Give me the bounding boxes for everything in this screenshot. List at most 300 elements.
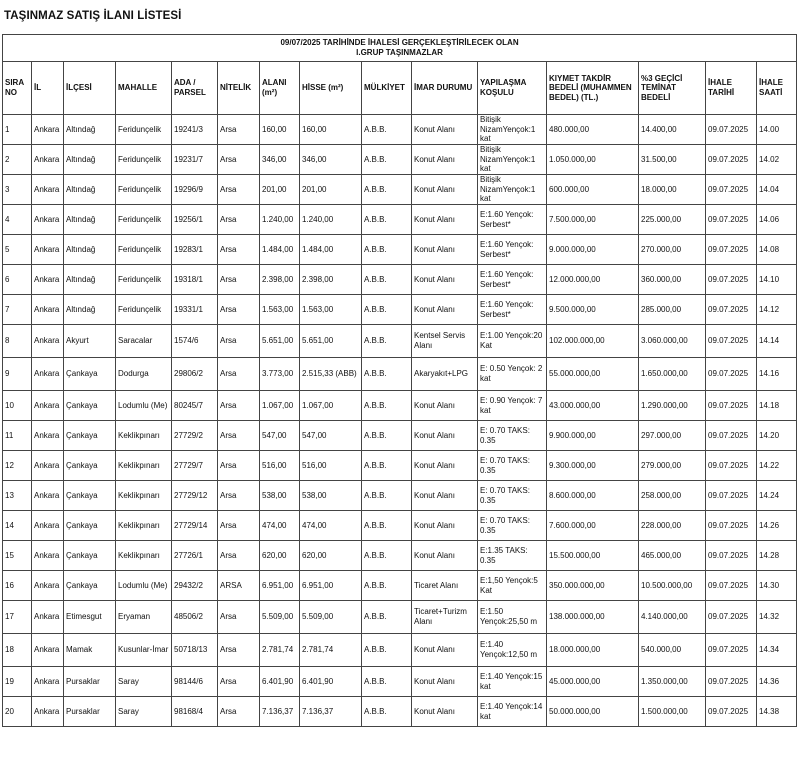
cell-nitelik: Arsa [218, 325, 260, 358]
cell-muhammen-bedel: 350.000.000,00 [547, 571, 639, 601]
cell-alan: 346,00 [260, 145, 300, 175]
cell-ihale-saati: 14.02 [757, 145, 797, 175]
column-header-ihale-saati: İHALE SAATİ [757, 62, 797, 115]
cell-nitelik: Arsa [218, 667, 260, 697]
table-row [3, 205, 797, 235]
cell-ihale-tarihi: 09.07.2025 [706, 175, 757, 205]
cell-ihale-saati: 14.30 [757, 571, 797, 601]
cell-ihale-saati: 14.32 [757, 601, 797, 634]
cell-muhammen-bedel: 7.500.000,00 [547, 205, 639, 235]
cell-mulkiyet: A.B.B. [362, 541, 412, 571]
cell-ihale-tarihi: 09.07.2025 [706, 391, 757, 421]
cell-ilce: Çankaya [64, 571, 116, 601]
cell-muhammen-bedel: 55.000.000,00 [547, 358, 639, 391]
column-header-mulkiyet: MÜLKİYET [362, 62, 412, 115]
table-row [3, 541, 797, 571]
cell-ihale-tarihi: 09.07.2025 [706, 265, 757, 295]
cell-sira-no: 15 [3, 541, 32, 571]
cell-hisse: 5.651,00 [300, 325, 362, 358]
cell-ada-parsel: 27729/7 [172, 451, 218, 481]
cell-ilce: Çankaya [64, 481, 116, 511]
cell-ihale-saati: 14.06 [757, 205, 797, 235]
cell-hisse: 1.067,00 [300, 391, 362, 421]
cell-imar-durumu: Konut Alanı [412, 697, 478, 727]
cell-mahalle: Feridunçelik [116, 235, 172, 265]
cell-il: Ankara [32, 511, 64, 541]
cell-sira-no: 7 [3, 295, 32, 325]
cell-il: Ankara [32, 541, 64, 571]
cell-sira-no: 4 [3, 205, 32, 235]
cell-ilce: Pursaklar [64, 697, 116, 727]
cell-ihale-saati: 14.22 [757, 451, 797, 481]
cell-hisse: 2.398,00 [300, 265, 362, 295]
cell-mulkiyet: A.B.B. [362, 667, 412, 697]
cell-alan: 6.401,90 [260, 667, 300, 697]
cell-yapilasma-kosulu: E:1.50 Yençok:25,50 m [478, 601, 547, 634]
cell-yapilasma-kosulu: E:1.60 Yençok: Serbest* [478, 295, 547, 325]
cell-nitelik: Arsa [218, 265, 260, 295]
column-header-muhammen-bedel: KIYMET TAKDİR BEDELİ (MUHAMMEN BEDEL) (TL.) [547, 62, 639, 115]
cell-imar-durumu: Ticaret Alanı [412, 571, 478, 601]
cell-yapilasma-kosulu: E:1.35 TAKS: 0.35 [478, 541, 547, 571]
cell-muhammen-bedel: 1.050.000,00 [547, 145, 639, 175]
cell-mahalle: Kusunlar-İmar [116, 634, 172, 667]
cell-ada-parsel: 80245/7 [172, 391, 218, 421]
cell-ilce: Çankaya [64, 451, 116, 481]
cell-nitelik: Arsa [218, 451, 260, 481]
cell-hisse: 620,00 [300, 541, 362, 571]
cell-ihale-saati: 14.38 [757, 697, 797, 727]
cell-mahalle: Keklikpınarı [116, 421, 172, 451]
cell-hisse: 6.401,90 [300, 667, 362, 697]
cell-ihale-tarihi: 09.07.2025 [706, 205, 757, 235]
cell-sira-no: 11 [3, 421, 32, 451]
cell-alan: 5.509,00 [260, 601, 300, 634]
cell-mulkiyet: A.B.B. [362, 358, 412, 391]
cell-sira-no: 12 [3, 451, 32, 481]
cell-ilce: Altındağ [64, 265, 116, 295]
cell-ilce: Altındağ [64, 145, 116, 175]
cell-alan: 7.136,37 [260, 697, 300, 727]
table-row [3, 451, 797, 481]
cell-sira-no: 2 [3, 145, 32, 175]
cell-mahalle: Keklikpınarı [116, 541, 172, 571]
cell-ilce: Etimesgut [64, 601, 116, 634]
cell-mulkiyet: A.B.B. [362, 481, 412, 511]
cell-yapilasma-kosulu: E: 0.70 TAKS: 0.35 [478, 451, 547, 481]
cell-hisse: 6.951,00 [300, 571, 362, 601]
cell-imar-durumu: Konut Alanı [412, 391, 478, 421]
cell-alan: 1.484,00 [260, 235, 300, 265]
cell-il: Ankara [32, 421, 64, 451]
cell-ihale-saati: 14.26 [757, 511, 797, 541]
cell-gecici-teminat: 540.000,00 [639, 634, 706, 667]
cell-gecici-teminat: 31.500,00 [639, 145, 706, 175]
cell-ada-parsel: 29432/2 [172, 571, 218, 601]
cell-nitelik: Arsa [218, 205, 260, 235]
cell-mulkiyet: A.B.B. [362, 235, 412, 265]
cell-il: Ankara [32, 697, 64, 727]
cell-alan: 201,00 [260, 175, 300, 205]
cell-imar-durumu: Konut Alanı [412, 115, 478, 145]
cell-ada-parsel: 29806/2 [172, 358, 218, 391]
column-header-nitelik: NİTELİK [218, 62, 260, 115]
cell-hisse: 201,00 [300, 175, 362, 205]
cell-mahalle: Saray [116, 697, 172, 727]
column-header-ihale-tarihi: İHALE TARİHİ [706, 62, 757, 115]
cell-hisse: 538,00 [300, 481, 362, 511]
cell-nitelik: Arsa [218, 541, 260, 571]
cell-hisse: 160,00 [300, 115, 362, 145]
cell-nitelik: Arsa [218, 601, 260, 634]
cell-sira-no: 20 [3, 697, 32, 727]
cell-ihale-tarihi: 09.07.2025 [706, 601, 757, 634]
cell-mulkiyet: A.B.B. [362, 697, 412, 727]
cell-hisse: 474,00 [300, 511, 362, 541]
cell-muhammen-bedel: 50.000.000,00 [547, 697, 639, 727]
cell-ihale-saati: 14.04 [757, 175, 797, 205]
cell-hisse: 346,00 [300, 145, 362, 175]
cell-yapilasma-kosulu: E: 0.70 TAKS: 0.35 [478, 421, 547, 451]
property-sale-table [2, 34, 797, 727]
cell-mulkiyet: A.B.B. [362, 391, 412, 421]
cell-muhammen-bedel: 45.000.000,00 [547, 667, 639, 697]
cell-il: Ankara [32, 667, 64, 697]
column-header-ilce: İLÇESİ [64, 62, 116, 115]
cell-ihale-tarihi: 09.07.2025 [706, 667, 757, 697]
cell-ihale-saati: 14.08 [757, 235, 797, 265]
cell-ihale-tarihi: 09.07.2025 [706, 421, 757, 451]
cell-ihale-saati: 14.36 [757, 667, 797, 697]
cell-alan: 474,00 [260, 511, 300, 541]
cell-gecici-teminat: 360.000,00 [639, 265, 706, 295]
cell-ada-parsel: 27729/14 [172, 511, 218, 541]
cell-ihale-tarihi: 09.07.2025 [706, 697, 757, 727]
cell-il: Ankara [32, 451, 64, 481]
cell-yapilasma-kosulu: Bitişik NizamYençok:1 kat [478, 115, 547, 145]
cell-ihale-saati: 14.10 [757, 265, 797, 295]
cell-ihale-tarihi: 09.07.2025 [706, 325, 757, 358]
cell-il: Ankara [32, 391, 64, 421]
cell-ihale-tarihi: 09.07.2025 [706, 115, 757, 145]
cell-il: Ankara [32, 145, 64, 175]
cell-ilce: Altındağ [64, 175, 116, 205]
table-row [3, 235, 797, 265]
cell-nitelik: Arsa [218, 358, 260, 391]
cell-ada-parsel: 19231/7 [172, 145, 218, 175]
table-row [3, 295, 797, 325]
cell-ihale-tarihi: 09.07.2025 [706, 235, 757, 265]
cell-nitelik: Arsa [218, 295, 260, 325]
cell-il: Ankara [32, 634, 64, 667]
cell-muhammen-bedel: 7.600.000,00 [547, 511, 639, 541]
cell-yapilasma-kosulu: E:1.60 Yençok: Serbest* [478, 235, 547, 265]
cell-ada-parsel: 19283/1 [172, 235, 218, 265]
column-header-imar-durumu: İMAR DURUMU [412, 62, 478, 115]
cell-imar-durumu: Konut Alanı [412, 541, 478, 571]
cell-mulkiyet: A.B.B. [362, 601, 412, 634]
cell-imar-durumu: Kentsel Servis Alanı [412, 325, 478, 358]
table-row [3, 481, 797, 511]
cell-gecici-teminat: 297.000,00 [639, 421, 706, 451]
cell-muhammen-bedel: 600.000,00 [547, 175, 639, 205]
column-header-gecici-teminat: %3 GEÇİCİ TEMİNAT BEDELİ [639, 62, 706, 115]
cell-muhammen-bedel: 15.500.000,00 [547, 541, 639, 571]
cell-il: Ankara [32, 175, 64, 205]
table-row [3, 325, 797, 358]
cell-ilce: Altındağ [64, 235, 116, 265]
cell-hisse: 5.509,00 [300, 601, 362, 634]
cell-gecici-teminat: 10.500.000,00 [639, 571, 706, 601]
cell-hisse: 547,00 [300, 421, 362, 451]
cell-imar-durumu: Konut Alanı [412, 511, 478, 541]
cell-mulkiyet: A.B.B. [362, 295, 412, 325]
cell-mahalle: Keklikpınarı [116, 451, 172, 481]
cell-il: Ankara [32, 481, 64, 511]
cell-nitelik: Arsa [218, 481, 260, 511]
cell-alan: 160,00 [260, 115, 300, 145]
cell-ihale-tarihi: 09.07.2025 [706, 295, 757, 325]
cell-ihale-saati: 14.16 [757, 358, 797, 391]
cell-gecici-teminat: 228.000,00 [639, 511, 706, 541]
cell-ada-parsel: 27729/12 [172, 481, 218, 511]
cell-muhammen-bedel: 9.300.000,00 [547, 451, 639, 481]
cell-yapilasma-kosulu: E:1.60 Yençok: Serbest* [478, 265, 547, 295]
cell-mulkiyet: A.B.B. [362, 511, 412, 541]
column-header-alan: ALANI (m²) [260, 62, 300, 115]
cell-ada-parsel: 48506/2 [172, 601, 218, 634]
table-row [3, 421, 797, 451]
cell-yapilasma-kosulu: E:1.40 Yençok:12,50 m [478, 634, 547, 667]
cell-gecici-teminat: 3.060.000,00 [639, 325, 706, 358]
cell-il: Ankara [32, 358, 64, 391]
cell-il: Ankara [32, 571, 64, 601]
cell-mahalle: Saray [116, 667, 172, 697]
cell-mulkiyet: A.B.B. [362, 571, 412, 601]
cell-ihale-saati: 14.12 [757, 295, 797, 325]
cell-ada-parsel: 98144/6 [172, 667, 218, 697]
cell-gecici-teminat: 279.000,00 [639, 451, 706, 481]
cell-mulkiyet: A.B.B. [362, 115, 412, 145]
column-header-sira-no: SIRA NO [3, 62, 32, 115]
cell-ada-parsel: 19331/1 [172, 295, 218, 325]
cell-muhammen-bedel: 43.000.000,00 [547, 391, 639, 421]
cell-yapilasma-kosulu: E:1.00 Yençok:20 Kat [478, 325, 547, 358]
cell-ilce: Çankaya [64, 541, 116, 571]
cell-nitelik: Arsa [218, 235, 260, 265]
cell-sira-no: 5 [3, 235, 32, 265]
cell-gecici-teminat: 285.000,00 [639, 295, 706, 325]
cell-alan: 1.067,00 [260, 391, 300, 421]
cell-yapilasma-kosulu: E:1.40 Yençok:14 kat [478, 697, 547, 727]
cell-mahalle: Feridunçelik [116, 295, 172, 325]
cell-gecici-teminat: 270.000,00 [639, 235, 706, 265]
cell-nitelik: ARSA [218, 571, 260, 601]
cell-alan: 6.951,00 [260, 571, 300, 601]
table-row [3, 265, 797, 295]
cell-alan: 538,00 [260, 481, 300, 511]
banner-line-group: I.GRUP TAŞINMAZLAR [356, 48, 443, 57]
table-row [3, 571, 797, 601]
cell-ihale-tarihi: 09.07.2025 [706, 358, 757, 391]
banner-line-date: 09/07/2025 TARİHİNDE İHALESİ GERÇEKLEŞTİRİLECEK OLAN [280, 38, 519, 47]
cell-ihale-tarihi: 09.07.2025 [706, 634, 757, 667]
cell-ihale-saati: 14.00 [757, 115, 797, 145]
cell-nitelik: Arsa [218, 115, 260, 145]
cell-il: Ankara [32, 115, 64, 145]
cell-alan: 547,00 [260, 421, 300, 451]
cell-yapilasma-kosulu: E:1.40 Yençok:15 kat [478, 667, 547, 697]
cell-ihale-tarihi: 09.07.2025 [706, 481, 757, 511]
table-row [3, 667, 797, 697]
cell-alan: 620,00 [260, 541, 300, 571]
cell-nitelik: Arsa [218, 391, 260, 421]
table-banner [3, 35, 797, 62]
column-header-ada-parsel: ADA / PARSEL [172, 62, 218, 115]
cell-mahalle: Feridunçelik [116, 175, 172, 205]
cell-sira-no: 14 [3, 511, 32, 541]
table-row [3, 634, 797, 667]
cell-imar-durumu: Konut Alanı [412, 265, 478, 295]
cell-mulkiyet: A.B.B. [362, 265, 412, 295]
cell-alan: 2.398,00 [260, 265, 300, 295]
cell-yapilasma-kosulu: E:1,50 Yençok:5 Kat [478, 571, 547, 601]
cell-gecici-teminat: 14.400,00 [639, 115, 706, 145]
cell-yapilasma-kosulu: E: 0.50 Yençok: 2 kat [478, 358, 547, 391]
cell-sira-no: 3 [3, 175, 32, 205]
cell-yapilasma-kosulu: E: 0.70 TAKS: 0.35 [478, 481, 547, 511]
cell-gecici-teminat: 465.000,00 [639, 541, 706, 571]
cell-ada-parsel: 27726/1 [172, 541, 218, 571]
cell-il: Ankara [32, 265, 64, 295]
cell-muhammen-bedel: 9.500.000,00 [547, 295, 639, 325]
cell-imar-durumu: Ticaret+Turizm Alanı [412, 601, 478, 634]
table-row [3, 601, 797, 634]
cell-ihale-saati: 14.20 [757, 421, 797, 451]
cell-alan: 5.651,00 [260, 325, 300, 358]
cell-mahalle: Feridunçelik [116, 205, 172, 235]
cell-mahalle: Lodumlu (Me) [116, 391, 172, 421]
cell-nitelik: Arsa [218, 697, 260, 727]
cell-gecici-teminat: 1.290.000,00 [639, 391, 706, 421]
cell-imar-durumu: Konut Alanı [412, 175, 478, 205]
cell-mulkiyet: A.B.B. [362, 325, 412, 358]
cell-muhammen-bedel: 9.000.000,00 [547, 235, 639, 265]
cell-alan: 1.240,00 [260, 205, 300, 235]
cell-il: Ankara [32, 325, 64, 358]
cell-ilce: Mamak [64, 634, 116, 667]
table-row [3, 697, 797, 727]
cell-mahalle: Keklikpınarı [116, 511, 172, 541]
table-row [3, 358, 797, 391]
cell-gecici-teminat: 1.650.000,00 [639, 358, 706, 391]
cell-imar-durumu: Konut Alanı [412, 634, 478, 667]
cell-alan: 3.773,00 [260, 358, 300, 391]
cell-hisse: 1.563,00 [300, 295, 362, 325]
cell-ihale-saati: 14.24 [757, 481, 797, 511]
cell-mahalle: Feridunçelik [116, 265, 172, 295]
column-header-hisse: HİSSE (m²) [300, 62, 362, 115]
cell-muhammen-bedel: 18.000.000,00 [547, 634, 639, 667]
cell-mahalle: Lodumlu (Me) [116, 571, 172, 601]
cell-sira-no: 10 [3, 391, 32, 421]
cell-sira-no: 9 [3, 358, 32, 391]
cell-imar-durumu: Konut Alanı [412, 235, 478, 265]
cell-ihale-saati: 14.18 [757, 391, 797, 421]
cell-ihale-tarihi: 09.07.2025 [706, 571, 757, 601]
cell-hisse: 2.781,74 [300, 634, 362, 667]
cell-mulkiyet: A.B.B. [362, 205, 412, 235]
cell-mahalle: Feridunçelik [116, 115, 172, 145]
cell-ilce: Altındağ [64, 205, 116, 235]
cell-il: Ankara [32, 235, 64, 265]
cell-imar-durumu: Konut Alanı [412, 667, 478, 697]
cell-ada-parsel: 19241/3 [172, 115, 218, 145]
cell-nitelik: Arsa [218, 145, 260, 175]
column-header-mahalle: MAHALLE [116, 62, 172, 115]
table-row [3, 511, 797, 541]
cell-yapilasma-kosulu: E:1.60 Yençok: Serbest* [478, 205, 547, 235]
cell-ada-parsel: 50718/13 [172, 634, 218, 667]
cell-mulkiyet: A.B.B. [362, 634, 412, 667]
cell-gecici-teminat: 1.500.000,00 [639, 697, 706, 727]
cell-mulkiyet: A.B.B. [362, 451, 412, 481]
cell-sira-no: 8 [3, 325, 32, 358]
cell-ada-parsel: 19318/1 [172, 265, 218, 295]
table-row [3, 145, 797, 175]
cell-mulkiyet: A.B.B. [362, 145, 412, 175]
cell-muhammen-bedel: 9.900.000,00 [547, 421, 639, 451]
cell-mulkiyet: A.B.B. [362, 421, 412, 451]
cell-ihale-tarihi: 09.07.2025 [706, 511, 757, 541]
cell-sira-no: 6 [3, 265, 32, 295]
cell-ada-parsel: 1574/6 [172, 325, 218, 358]
cell-sira-no: 18 [3, 634, 32, 667]
cell-imar-durumu: Konut Alanı [412, 421, 478, 451]
cell-imar-durumu: Konut Alanı [412, 145, 478, 175]
cell-yapilasma-kosulu: Bitişik NizamYençok:1 kat [478, 175, 547, 205]
cell-ada-parsel: 27729/2 [172, 421, 218, 451]
cell-alan: 516,00 [260, 451, 300, 481]
cell-nitelik: Arsa [218, 511, 260, 541]
cell-alan: 1.563,00 [260, 295, 300, 325]
cell-yapilasma-kosulu: E: 0.70 TAKS: 0.35 [478, 511, 547, 541]
cell-hisse: 1.484,00 [300, 235, 362, 265]
cell-sira-no: 17 [3, 601, 32, 634]
cell-ihale-saati: 14.14 [757, 325, 797, 358]
column-header-il: İL [32, 62, 64, 115]
cell-ihale-tarihi: 09.07.2025 [706, 451, 757, 481]
column-header-yapilasma-kosulu: YAPILAŞMA KOŞULU [478, 62, 547, 115]
cell-muhammen-bedel: 138.000.000,00 [547, 601, 639, 634]
cell-mulkiyet: A.B.B. [362, 175, 412, 205]
cell-ihale-tarihi: 09.07.2025 [706, 145, 757, 175]
cell-muhammen-bedel: 12.000.000,00 [547, 265, 639, 295]
cell-hisse: 1.240,00 [300, 205, 362, 235]
cell-sira-no: 13 [3, 481, 32, 511]
cell-alan: 2.781,74 [260, 634, 300, 667]
cell-il: Ankara [32, 205, 64, 235]
cell-muhammen-bedel: 480.000,00 [547, 115, 639, 145]
cell-mahalle: Feridunçelik [116, 145, 172, 175]
cell-imar-durumu: Konut Alanı [412, 451, 478, 481]
cell-yapilasma-kosulu: Bitişik NizamYençok:1 kat [478, 145, 547, 175]
cell-il: Ankara [32, 601, 64, 634]
cell-hisse: 2.515,33 (ABB) [300, 358, 362, 391]
cell-sira-no: 1 [3, 115, 32, 145]
cell-mahalle: Saracalar [116, 325, 172, 358]
table-row [3, 391, 797, 421]
